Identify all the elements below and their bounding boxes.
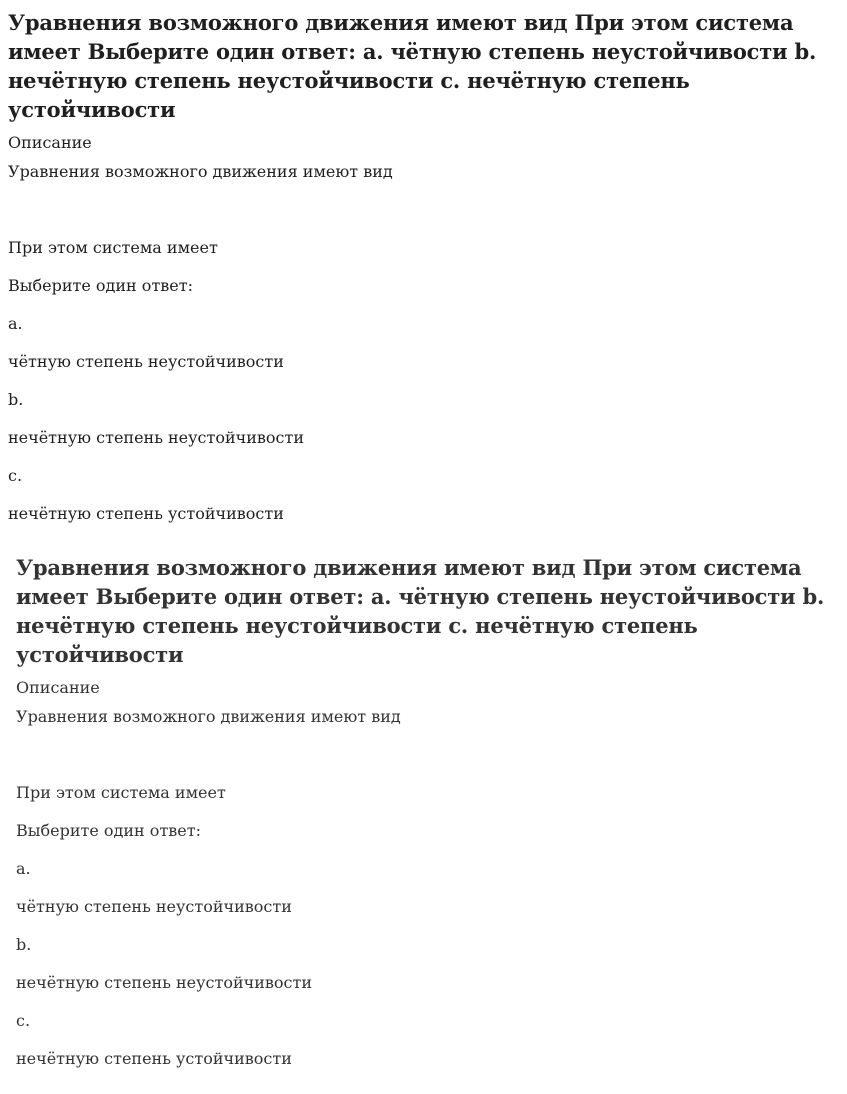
option-letter-a: a. bbox=[16, 859, 31, 878]
description-text: Уравнения возможного движения имеют вид bbox=[8, 162, 393, 181]
option-letter-b: b. bbox=[16, 935, 32, 954]
description-text: При этом система имеет bbox=[16, 783, 226, 802]
option-letter-c: c. bbox=[8, 466, 23, 485]
option-text-a: чётную степень неустойчивости bbox=[8, 352, 284, 371]
option-text-b: нечётную степень неустойчивости bbox=[16, 973, 313, 992]
option-text-c: нечётную степень устойчивости bbox=[16, 1049, 292, 1068]
question-title: Уравнения возможного движения имеют вид При этом система имеет Выберите один ответ: a. чётную степень неустойчивости b. нечётную степень неустойчивости c. нечётную степень устойчивости bbox=[8, 10, 817, 122]
answer-prompt: Выберите один ответ: bbox=[16, 821, 202, 840]
question-block-2 bbox=[0, 553, 847, 1070]
description-text: Уравнения возможного движения имеют вид bbox=[16, 707, 401, 726]
option-text-c: нечётную степень устойчивости bbox=[8, 504, 284, 523]
option-text-b: нечётную степень неустойчивости bbox=[8, 428, 305, 447]
description-label: Описание bbox=[16, 678, 100, 697]
option-text-a: чётную степень неустойчивости bbox=[16, 897, 292, 916]
question-title: Уравнения возможного движения имеют вид При этом система имеет Выберите один ответ: a. чётную степень неустойчивости b. нечётную степень неустойчивости c. нечётную степень устойчивости bbox=[16, 555, 825, 667]
option-letter-c: c. bbox=[16, 1011, 31, 1030]
option-letter-a: a. bbox=[8, 314, 23, 333]
description-text: При этом система имеет bbox=[8, 238, 218, 257]
answer-prompt: Выберите один ответ: bbox=[8, 276, 194, 295]
question-block-1 bbox=[0, 8, 847, 525]
description-label: Описание bbox=[8, 133, 92, 152]
option-letter-b: b. bbox=[8, 390, 24, 409]
